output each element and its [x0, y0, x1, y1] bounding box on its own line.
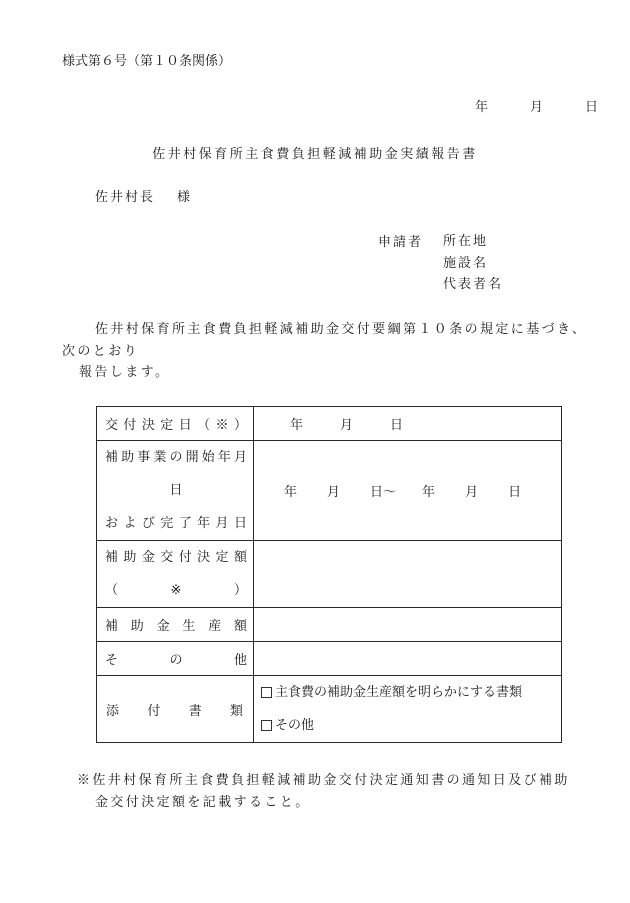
period-row: [97, 441, 562, 541]
decision-date-label: 交付決定日（※）: [97, 407, 254, 441]
produced-amount-label: 補助金生産額: [97, 608, 254, 642]
applicant-facility-label: 施設名: [443, 255, 489, 271]
body-line-3: 報告します。: [79, 365, 171, 380]
body-line-2: 次のとおり: [62, 343, 140, 359]
addressee-honorific: 様: [177, 190, 193, 205]
end-day: 日: [508, 485, 522, 500]
applicant-representative-label: 代表者名: [443, 277, 504, 292]
decision-year: 年: [290, 418, 304, 433]
produced-amount-row: [97, 608, 562, 642]
body-text: [62, 319, 587, 384]
body-line-1: 佐井村保育所主食費負担軽減補助金交付要綱第１０条の規定に基づき、: [95, 322, 588, 337]
decision-month: 月: [340, 418, 354, 433]
addressee: [95, 186, 192, 205]
start-day: 日〜: [370, 485, 397, 500]
addressee-name: 佐井村長: [95, 190, 156, 205]
start-year: 年: [284, 485, 298, 500]
report-table: [96, 406, 562, 743]
attachments-row: [97, 676, 562, 743]
footnote-line-2: 金交付決定額を記載すること。: [95, 795, 311, 810]
period-label: 補助事業の開始年月 日 および完了年月日: [97, 441, 254, 541]
decision-date-row: [97, 407, 562, 441]
other-field[interactable]: [254, 642, 562, 676]
submission-date: [475, 96, 598, 115]
end-month: 月: [465, 485, 479, 500]
document-title: 佐井村保育所主食費負担軽減補助金実績報告書: [152, 147, 478, 162]
period-field[interactable]: [254, 441, 562, 541]
applicant-label: 申請者: [378, 235, 424, 250]
grant-amount-row: [97, 541, 562, 608]
decision-day: 日: [390, 418, 404, 433]
start-month: 月: [327, 485, 341, 500]
attachments-label: 添付書類: [97, 676, 254, 743]
grant-amount-label: 補助金交付決定額 （ ※ ）: [97, 541, 254, 608]
footnote-line-1: ※佐井村保育所主食費負担軽減補助金交付決定通知書の通知日及び補助: [77, 773, 570, 788]
footnote: [77, 770, 570, 814]
attachment-option-other[interactable]: その他: [254, 709, 561, 742]
form-number: 様式第６号（第１０条関係）: [62, 54, 232, 69]
other-label: その他: [97, 642, 254, 676]
applicant-fields: [443, 231, 503, 296]
attachment-option-document[interactable]: 主食費の補助金生産額を明らかにする書類: [254, 676, 561, 709]
grant-amount-field[interactable]: [254, 541, 562, 608]
date-day: 日: [584, 100, 598, 115]
checkbox-icon[interactable]: [261, 720, 272, 731]
other-row: [97, 642, 562, 676]
checkbox-icon[interactable]: [261, 687, 272, 698]
decision-date-field[interactable]: [254, 407, 562, 441]
applicant-address-label: 所在地: [443, 234, 489, 249]
produced-amount-field[interactable]: [254, 608, 562, 642]
attachments-field: [254, 676, 562, 743]
end-year: 年: [422, 485, 436, 500]
date-month: 月: [529, 100, 543, 115]
date-year: 年: [474, 100, 488, 115]
